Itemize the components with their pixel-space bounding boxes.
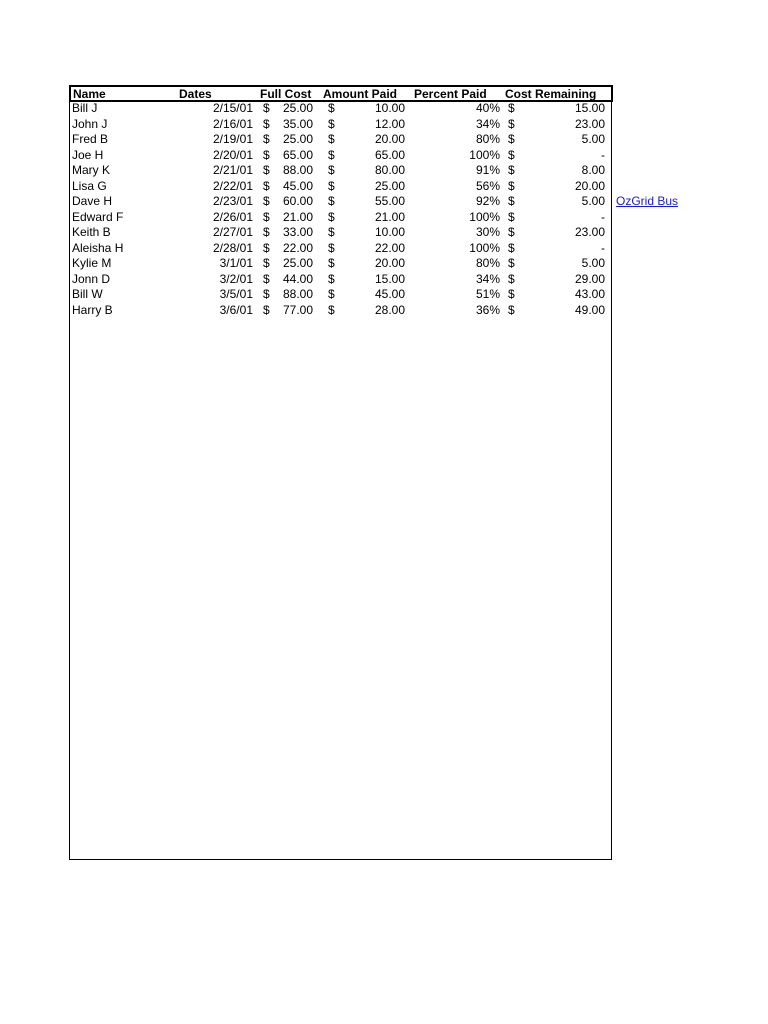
cell-name[interactable]: Jonn D — [72, 271, 111, 286]
column-header-full-cost[interactable]: Full Cost — [260, 87, 312, 101]
cell-date[interactable]: 2/27/01 — [212, 225, 253, 239]
cell-date[interactable]: 2/15/01 — [212, 101, 253, 115]
cell-percent-paid[interactable]: 100% — [469, 240, 500, 255]
cell-amount-paid[interactable]: 20.00 — [374, 256, 405, 270]
cell-cost-remaining-currency[interactable]: $ — [508, 256, 515, 270]
table-row — [69, 163, 613, 179]
cell-full-cost[interactable]: 22.00 — [282, 240, 313, 255]
cell-amount-paid[interactable]: 22.00 — [374, 240, 405, 255]
table-header — [69, 85, 613, 102]
cell-amount-paid-currency[interactable]: $ — [328, 225, 335, 239]
cell-date[interactable]: 2/16/01 — [212, 116, 253, 131]
cell-date[interactable]: 3/2/01 — [219, 271, 253, 286]
cell-cost-remaining[interactable]: 15.00 — [574, 101, 605, 115]
cell-full-cost-currency[interactable]: $ — [263, 132, 270, 146]
cell-amount-paid[interactable]: 45.00 — [374, 287, 405, 301]
cell-amount-paid[interactable]: 80.00 — [374, 163, 405, 177]
cell-percent-paid[interactable]: 80% — [475, 132, 500, 146]
cell-full-cost[interactable]: 25.00 — [282, 101, 313, 115]
cell-amount-paid-currency[interactable]: $ — [328, 256, 335, 270]
cell-amount-paid[interactable]: 55.00 — [374, 194, 405, 208]
cell-cost-remaining-currency[interactable]: $ — [508, 302, 515, 317]
column-header-amount-paid[interactable]: Amount Paid — [323, 87, 397, 101]
cell-name[interactable]: Lisa G — [72, 178, 107, 193]
cell-full-cost-currency[interactable]: $ — [263, 178, 270, 193]
cell-amount-paid-currency[interactable]: $ — [328, 116, 335, 131]
cell-full-cost-currency[interactable]: $ — [263, 209, 270, 224]
column-header-name[interactable]: Name — [73, 87, 106, 101]
ozgrid-link[interactable]: OzGrid Bus — [616, 194, 678, 208]
cell-name[interactable]: Fred B — [72, 132, 109, 146]
cell-cost-remaining-currency[interactable]: $ — [508, 116, 515, 131]
cell-percent-paid[interactable]: 80% — [475, 256, 500, 270]
cell-name[interactable]: Joe H — [72, 147, 104, 162]
cell-cost-remaining[interactable]: 20.00 — [574, 178, 605, 193]
cell-full-cost-currency[interactable]: $ — [263, 225, 270, 239]
table-row — [69, 272, 613, 288]
cell-full-cost-currency[interactable]: $ — [263, 101, 270, 115]
cell-percent-paid[interactable]: 34% — [475, 116, 500, 131]
cell-amount-paid-currency[interactable]: $ — [328, 302, 335, 317]
cell-cost-remaining-currency[interactable]: $ — [508, 178, 515, 193]
cell-full-cost[interactable]: 65.00 — [282, 147, 313, 162]
table-row — [69, 148, 613, 164]
cell-full-cost[interactable]: 60.00 — [282, 194, 313, 208]
cell-date[interactable]: 2/23/01 — [212, 194, 253, 208]
cell-full-cost[interactable]: 44.00 — [282, 271, 313, 286]
table-row — [69, 132, 613, 148]
cell-name[interactable]: Mary K — [72, 163, 111, 177]
cell-full-cost-currency[interactable]: $ — [263, 147, 270, 162]
cell-full-cost[interactable]: 35.00 — [282, 116, 313, 131]
cell-cost-remaining-currency[interactable]: $ — [508, 194, 515, 208]
cell-cost-remaining-currency[interactable]: $ — [508, 132, 515, 146]
cell-full-cost[interactable]: 33.00 — [282, 225, 313, 239]
cell-cost-remaining[interactable]: 43.00 — [574, 287, 605, 301]
table-body — [69, 101, 613, 318]
cell-date[interactable]: 2/21/01 — [212, 163, 253, 177]
column-header-dates[interactable]: Dates — [179, 87, 212, 101]
cell-amount-paid[interactable]: 65.00 — [374, 147, 405, 162]
cell-cost-remaining-currency[interactable]: $ — [508, 101, 515, 115]
cell-full-cost[interactable]: 25.00 — [282, 132, 313, 146]
cell-cost-remaining[interactable]: 23.00 — [574, 116, 605, 131]
table-row — [69, 303, 613, 319]
cell-full-cost[interactable]: 77.00 — [282, 302, 313, 317]
table-row — [69, 241, 613, 257]
cell-amount-paid-currency[interactable]: $ — [328, 147, 335, 162]
cell-full-cost-currency[interactable]: $ — [263, 271, 270, 286]
cell-full-cost-currency[interactable]: $ — [263, 256, 270, 270]
cell-name[interactable]: John J — [72, 116, 108, 131]
cell-full-cost-currency[interactable]: $ — [263, 116, 270, 131]
cell-date[interactable]: 2/26/01 — [212, 209, 253, 224]
cell-cost-remaining[interactable]: 8.00 — [581, 163, 605, 177]
cell-amount-paid-currency[interactable]: $ — [328, 287, 335, 301]
cell-percent-paid[interactable]: 100% — [469, 147, 500, 162]
cell-date[interactable]: 3/1/01 — [219, 256, 253, 270]
cell-cost-remaining[interactable]: - — [601, 209, 605, 224]
cell-cost-remaining-currency[interactable]: $ — [508, 240, 515, 255]
cell-cost-remaining-currency[interactable]: $ — [508, 147, 515, 162]
cell-cost-remaining[interactable]: - — [601, 240, 605, 255]
cell-percent-paid[interactable]: 92% — [475, 194, 500, 208]
cell-amount-paid[interactable]: 28.00 — [374, 302, 405, 317]
table-row — [69, 194, 613, 210]
cell-name[interactable]: Kylie M — [72, 256, 112, 270]
cell-amount-paid-currency[interactable]: $ — [328, 163, 335, 177]
cell-amount-paid-currency[interactable]: $ — [328, 132, 335, 146]
cell-date[interactable]: 3/5/01 — [219, 287, 253, 301]
cell-full-cost-currency[interactable]: $ — [263, 287, 270, 301]
cell-date[interactable]: 2/19/01 — [212, 132, 253, 146]
cell-date[interactable]: 2/20/01 — [212, 147, 253, 162]
cell-cost-remaining[interactable]: 5.00 — [581, 132, 605, 146]
cell-cost-remaining[interactable]: 5.00 — [581, 256, 605, 270]
cell-cost-remaining-currency[interactable]: $ — [508, 271, 515, 286]
table-row — [69, 256, 613, 272]
cell-cost-remaining-currency[interactable]: $ — [508, 225, 515, 239]
cell-percent-paid[interactable]: 36% — [475, 302, 500, 317]
cell-amount-paid[interactable]: 25.00 — [374, 178, 405, 193]
cell-amount-paid-currency[interactable]: $ — [328, 240, 335, 255]
cell-cost-remaining[interactable]: - — [601, 147, 605, 162]
table-row — [69, 210, 613, 226]
cell-amount-paid[interactable]: 10.00 — [374, 101, 405, 115]
cell-amount-paid-currency[interactable]: $ — [328, 178, 335, 193]
cell-cost-remaining[interactable]: 5.00 — [581, 194, 605, 208]
cell-full-cost-currency[interactable]: $ — [263, 240, 270, 255]
cell-percent-paid[interactable]: 100% — [469, 209, 500, 224]
cell-full-cost[interactable]: 45.00 — [282, 178, 313, 193]
cell-date[interactable]: 2/22/01 — [212, 178, 253, 193]
cell-cost-remaining-currency[interactable]: $ — [508, 209, 515, 224]
cell-cost-remaining-currency[interactable]: $ — [508, 287, 515, 301]
cell-name[interactable]: Harry B — [72, 302, 113, 317]
cell-full-cost[interactable]: 25.00 — [282, 256, 313, 270]
cell-amount-paid-currency[interactable]: $ — [328, 101, 335, 115]
cell-full-cost[interactable]: 88.00 — [282, 287, 313, 301]
cell-name[interactable]: Bill W — [72, 287, 103, 301]
cell-amount-paid-currency[interactable]: $ — [328, 271, 335, 286]
cell-cost-remaining[interactable]: 23.00 — [574, 225, 605, 239]
column-header-cost-remaining[interactable]: Cost Remaining — [505, 87, 597, 101]
cell-amount-paid[interactable]: 21.00 — [374, 209, 405, 224]
cell-percent-paid[interactable]: 40% — [475, 101, 500, 115]
table-row — [69, 287, 613, 303]
cell-date[interactable]: 2/28/01 — [212, 240, 253, 255]
cell-percent-paid[interactable]: 56% — [475, 178, 500, 193]
cell-name[interactable]: Edward F — [72, 209, 124, 224]
cell-name[interactable]: Bill J — [72, 101, 98, 115]
column-header-percent-paid[interactable]: Percent Paid — [414, 87, 487, 101]
cell-cost-remaining[interactable]: 49.00 — [574, 302, 605, 317]
cell-percent-paid[interactable]: 34% — [475, 271, 500, 286]
table-row — [69, 179, 613, 195]
table-row — [69, 101, 613, 117]
cell-amount-paid[interactable]: 20.00 — [374, 132, 405, 146]
cell-cost-remaining[interactable]: 29.00 — [574, 271, 605, 286]
cell-full-cost-currency[interactable]: $ — [263, 163, 270, 177]
cell-amount-paid-currency[interactable]: $ — [328, 209, 335, 224]
cell-amount-paid[interactable]: 10.00 — [374, 225, 405, 239]
cell-percent-paid[interactable]: 30% — [475, 225, 500, 239]
cell-full-cost[interactable]: 88.00 — [282, 163, 313, 177]
cell-percent-paid[interactable]: 91% — [475, 163, 500, 177]
cell-name[interactable]: Keith B — [72, 225, 111, 239]
cell-amount-paid-currency[interactable]: $ — [328, 194, 335, 208]
cell-name[interactable]: Aleisha H — [72, 240, 124, 255]
cell-name[interactable]: Dave H — [72, 194, 113, 208]
cell-full-cost[interactable]: 21.00 — [282, 209, 313, 224]
cell-percent-paid[interactable]: 51% — [475, 287, 500, 301]
cell-full-cost-currency[interactable]: $ — [263, 194, 270, 208]
table-row — [69, 117, 613, 133]
cell-date[interactable]: 3/6/01 — [219, 302, 253, 317]
cell-full-cost-currency[interactable]: $ — [263, 302, 270, 317]
table-row — [69, 225, 613, 241]
cell-amount-paid[interactable]: 15.00 — [374, 271, 405, 286]
cell-cost-remaining-currency[interactable]: $ — [508, 163, 515, 177]
cell-amount-paid[interactable]: 12.00 — [374, 116, 405, 131]
